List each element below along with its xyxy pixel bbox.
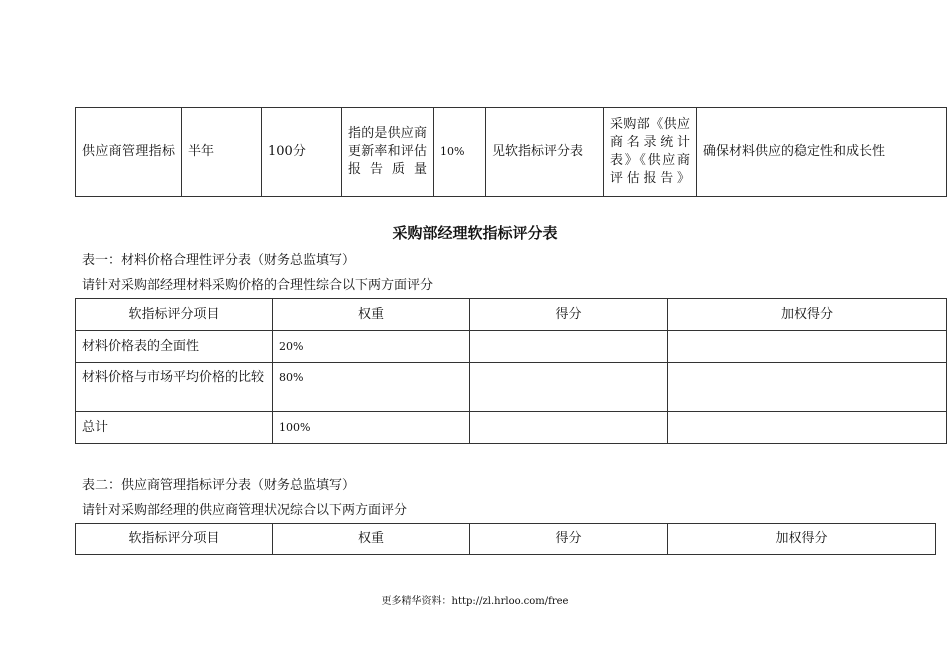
table1-caption: 表一：材料价格合理性评分表（财务总监填写） <box>82 253 356 268</box>
row-weight: 20% <box>273 331 470 363</box>
table2-header-weight: 权重 <box>273 524 470 555</box>
table2-header-item: 软指标评分项目 <box>76 524 273 555</box>
table2-header-weighted: 加权得分 <box>668 524 936 555</box>
table-row <box>76 363 947 412</box>
row-weighted <box>668 412 947 444</box>
method-cell: 见软指标评分表 <box>486 108 604 197</box>
table2-header-row <box>76 524 936 555</box>
table-row <box>76 412 947 444</box>
table1-header-weight: 权重 <box>273 299 470 331</box>
table1-instruction: 请针对采购部经理材料采购价格的合理性综合以下两方面评分 <box>82 278 434 293</box>
table1 <box>75 298 947 444</box>
footer-link[interactable]: 更多精华资料：http://zl.hrloo.com/free <box>381 596 569 607</box>
table1-header-row <box>76 299 947 331</box>
row-item: 材料价格与市场平均价格的比较 <box>76 363 273 412</box>
definition-cell: 指的是供应商更新率和评估报告质量 <box>342 108 434 197</box>
row-score <box>470 331 668 363</box>
page-title: 采购部经理软指标评分表 <box>392 224 558 242</box>
row-score <box>470 363 668 412</box>
table1-header-item: 软指标评分项目 <box>76 299 273 331</box>
table1-header-weighted: 加权得分 <box>668 299 947 331</box>
weight-cell: 10% <box>434 108 486 197</box>
period-cell: 半年 <box>182 108 262 197</box>
row-weighted <box>668 331 947 363</box>
indicator-name-cell: 供应商管理指标 <box>76 108 182 197</box>
score-cell: 100分 <box>262 108 342 197</box>
table-row <box>76 331 947 363</box>
row-score <box>470 412 668 444</box>
table2-header-score: 得分 <box>470 524 668 555</box>
row-weighted <box>668 363 947 412</box>
table2-instruction: 请针对采购部经理的供应商管理状况综合以下两方面评分 <box>82 503 408 518</box>
indicator-table-fragment <box>75 107 947 197</box>
row-item: 总计 <box>76 412 273 444</box>
table2-caption: 表二：供应商管理指标评分表（财务总监填写） <box>82 478 356 493</box>
purpose-cell: 确保材料供应的稳定性和成长性 <box>697 108 947 197</box>
table2 <box>75 523 936 555</box>
row-weight: 100% <box>273 412 470 444</box>
source-cell: 采购部《供应商名录统计表》《供应商评估报告》 <box>604 108 697 197</box>
row-weight: 80% <box>273 363 470 412</box>
table1-header-score: 得分 <box>470 299 668 331</box>
row-item: 材料价格表的全面性 <box>76 331 273 363</box>
